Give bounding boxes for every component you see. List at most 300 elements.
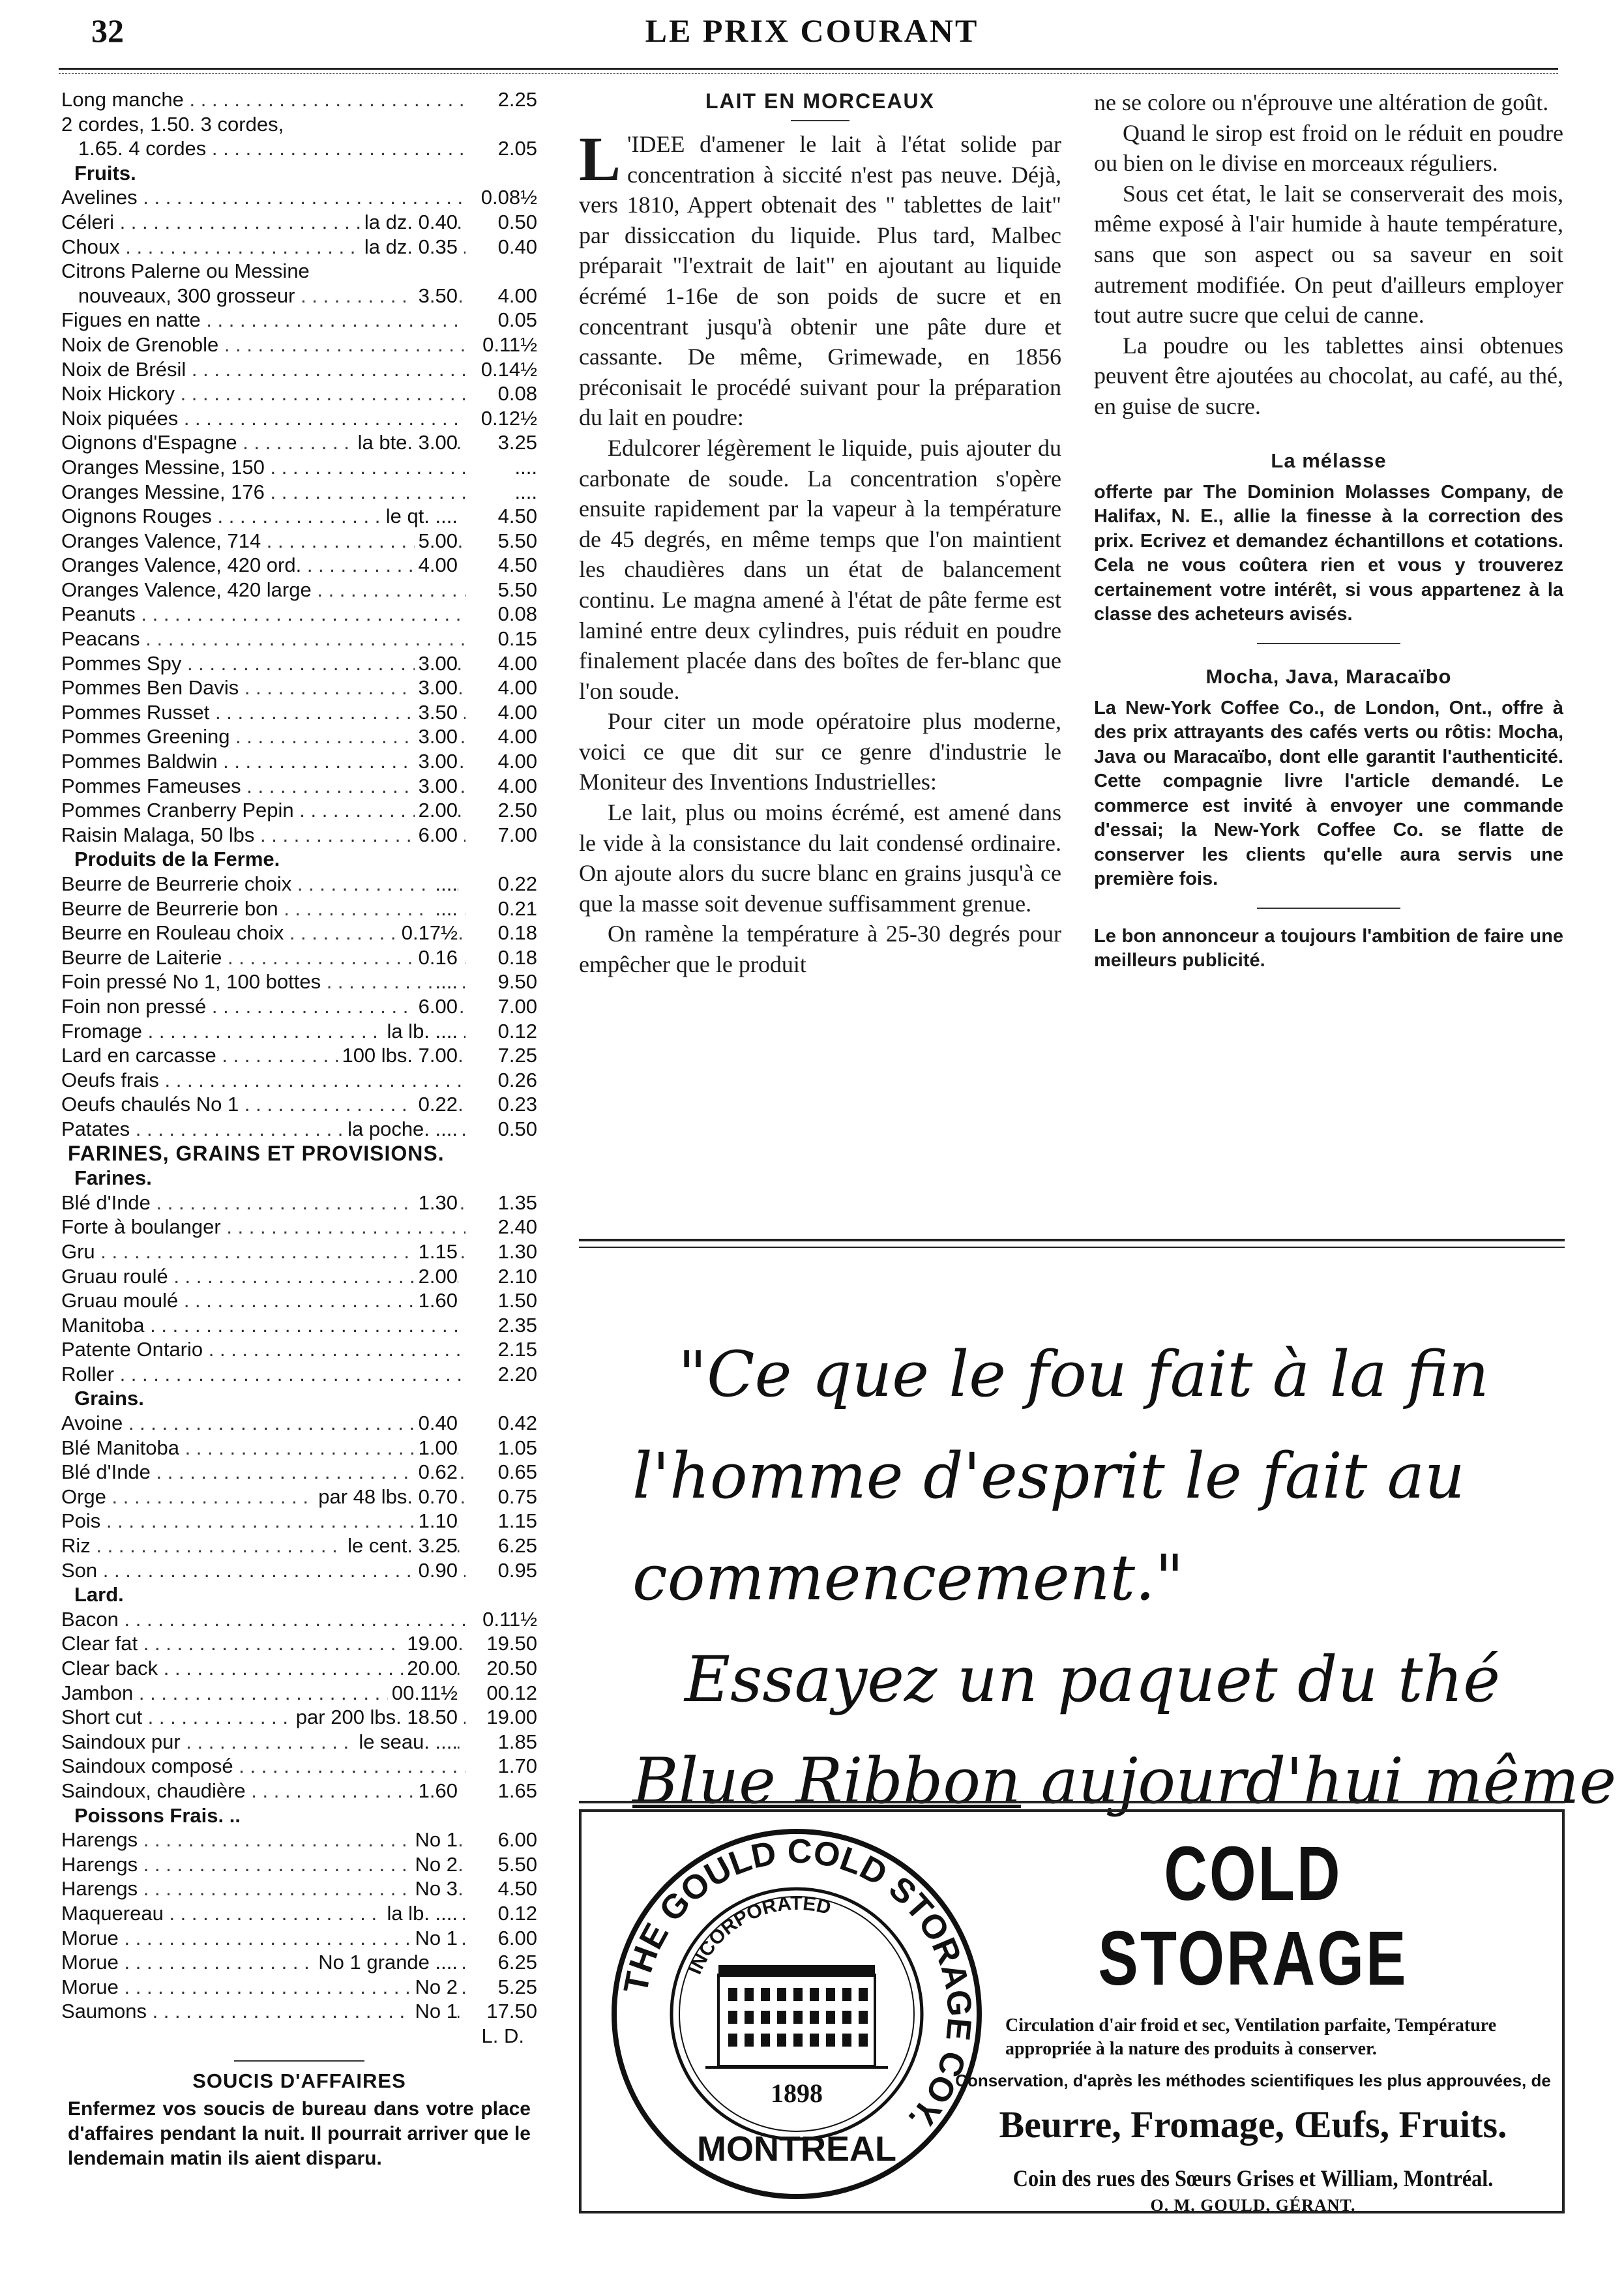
price-low: le seau. ....	[355, 1730, 458, 1754]
price-high: 0.50	[477, 210, 537, 235]
price-high: 4.00	[477, 700, 537, 725]
tea-ad-line-4: Essayez un paquet du thé	[685, 1643, 1501, 1716]
price-high: 2.15	[477, 1337, 537, 1362]
price-item-name: nouveaux, 300 grosseur . . .	[61, 284, 465, 308]
price-row	[61, 112, 537, 137]
price-high: 0.08½	[477, 185, 537, 210]
soucis-body: Enfermez vos soucis de bureau dans votre place d'affaires pendant la nuit. Il pourrait arriver que le lendemain matin ils aient disparu.	[68, 2097, 531, 2169]
price-high: 0.95	[477, 1558, 537, 1583]
price-low	[411, 1876, 458, 1901]
svg-text:THE GOULD COLD STORAGE COY.: THE GOULD COLD STORAGE COY.	[617, 1832, 979, 2138]
price-unit: la lb.	[387, 1019, 430, 1043]
price-item-name: Oranges Messine, 150 . . .	[61, 455, 465, 480]
price-low: 3.00	[415, 651, 458, 676]
price-low	[411, 1926, 458, 1951]
price-low: la lb. ....	[383, 1901, 458, 1926]
price-row	[61, 235, 537, 259]
price-item-name: Pommes Cranberry Pepin . . .	[61, 798, 465, 823]
price-row	[61, 259, 537, 284]
price-high: 6.25	[477, 1950, 537, 1975]
price-low: 19.00	[403, 1631, 458, 1656]
price-high: 0.21	[477, 896, 537, 921]
price-high: 0.40	[477, 235, 537, 259]
price-high: 0.23	[477, 1092, 537, 1117]
price-low: 1.30	[415, 1191, 458, 1215]
price-row	[61, 1362, 537, 1387]
price-item-name: Foin pressé No 1, 100 bottes . . .	[61, 970, 465, 994]
ad-rule	[579, 1247, 1565, 1248]
section-divider	[234, 2060, 364, 2062]
price-row	[61, 774, 537, 799]
price-list	[61, 87, 537, 2024]
price-low: 3.00	[415, 774, 458, 799]
price-item-name: Riz . . .	[61, 1533, 465, 1558]
price-row	[61, 308, 537, 333]
price-item-name: Oranges Valence, 420 ord. . . .	[61, 553, 465, 578]
price-item-name: Gruau moulé . . .	[61, 1288, 465, 1313]
price-low: le qt. ....	[382, 504, 458, 529]
price-high: 2.20	[477, 1362, 537, 1387]
price-row	[61, 480, 537, 505]
price-item-name: Noix de Grenoble . . .	[61, 333, 465, 357]
price-low: 3.00	[415, 749, 458, 774]
price-item-name: Harengs . . .	[61, 1876, 465, 1901]
price-row	[61, 1239, 537, 1264]
price-row	[61, 724, 537, 749]
price-row	[61, 185, 537, 210]
price-item-name: Peanuts . . .	[61, 602, 465, 627]
price-high: 5.50	[477, 1852, 537, 1877]
price-high: 1.35	[477, 1191, 537, 1215]
cold-storage-manager: O. M. GOULD, GÉRANT.	[1150, 2196, 1356, 2215]
price-item-name: Pommes Ben Davis . . .	[61, 675, 465, 700]
price-item-name: Saindoux pur . . .	[61, 1730, 465, 1754]
price-high: 0.18	[477, 945, 537, 970]
price-high: 0.65	[477, 1460, 537, 1485]
price-high: 1.05	[477, 1436, 537, 1460]
price-row	[61, 896, 537, 921]
price-item-name: Saumons . . .	[61, 1999, 465, 2024]
price-high: 0.75	[477, 1485, 537, 1509]
warehouse-illustration	[705, 1965, 888, 2067]
price-low: 4.00	[415, 553, 458, 578]
price-item-name: Pommes Baldwin . . .	[61, 749, 465, 774]
price-list-column	[61, 87, 537, 2171]
page-title: LE PRIX COURANT	[645, 12, 979, 49]
price-low: 00.11½	[388, 1681, 458, 1706]
price-unit: le cent.	[347, 1534, 413, 1558]
price-item-name: Jambon . . .	[61, 1681, 465, 1706]
price-row	[61, 406, 537, 431]
price-unit: la dz.	[364, 235, 413, 258]
price-low: No 1 grande ....	[314, 1950, 458, 1975]
price-high: 1.30	[477, 1239, 537, 1264]
price-item-name: Pommes Fameuses . . .	[61, 774, 465, 799]
annonceur-note: Le bon annonceur a toujours l'ambition de faire une meilleurs publicité.	[1094, 925, 1563, 971]
price-high: 00.12	[477, 1681, 537, 1706]
price-row	[61, 1828, 537, 1852]
price-item-name: Pois . . .	[61, 1509, 465, 1533]
price-row	[61, 87, 537, 112]
price-list-signature: L. D.	[481, 2024, 524, 2047]
price-item-name: Avelines . . .	[61, 185, 465, 210]
price-row	[61, 1043, 537, 1068]
price-low: 1.00	[415, 1436, 458, 1460]
price-section-heading: Poissons Frais. ..	[74, 1803, 241, 1827]
price-unit: No 1	[415, 1828, 458, 1852]
price-low: 3.00	[415, 724, 458, 749]
section-divider	[1257, 908, 1400, 909]
title-rule	[791, 120, 849, 121]
price-item-name: Oranges Messine, 176 . . .	[61, 480, 465, 505]
price-row	[61, 210, 537, 235]
price-item-name: Foin non pressé . . .	[61, 994, 465, 1019]
price-item-name: Noix Hickory . . .	[61, 381, 465, 406]
price-high: 5.25	[477, 1975, 537, 2000]
price-unit: par 200 lbs.	[295, 1706, 402, 1729]
price-high: 19.50	[477, 1631, 537, 1656]
price-unit: la lb.	[387, 1901, 430, 1925]
price-item-name: Manitoba . . .	[61, 1313, 465, 1338]
price-row	[61, 1191, 537, 1215]
price-low	[411, 1975, 458, 2000]
price-unit: le seau.	[359, 1730, 430, 1753]
price-high: 3.25	[477, 430, 537, 455]
price-item-name: Saindoux, chaudière . . .	[61, 1779, 465, 1803]
price-row	[61, 455, 537, 480]
price-high: ....	[477, 455, 537, 480]
price-item-name: Harengs . . .	[61, 1852, 465, 1877]
lait-article	[579, 87, 1061, 980]
price-item-name: Clear fat . . .	[61, 1631, 465, 1656]
price-high: 9.50	[477, 970, 537, 994]
price-high: 2.05	[477, 136, 537, 161]
price-item-name: Beurre de Beurrerie bon . . .	[61, 896, 465, 921]
ad-rule	[579, 1239, 1565, 1241]
price-low: 2.00	[415, 798, 458, 823]
price-high: 2.25	[477, 87, 537, 112]
price-row	[61, 1436, 537, 1460]
price-row	[61, 1656, 537, 1681]
price-row	[61, 602, 537, 627]
price-item-name: Bacon . . .	[61, 1607, 465, 1632]
price-item-name: Blé d'Inde . . .	[61, 1460, 465, 1485]
price-high: 0.12	[477, 1019, 537, 1044]
tea-ad-line-2: l'homme d'esprit le fait au	[632, 1440, 1465, 1513]
price-row	[61, 1533, 537, 1558]
price-row	[61, 578, 537, 602]
price-low: 5.00	[415, 529, 458, 554]
price-item-name: Figues en natte . . .	[61, 308, 465, 333]
price-low: ....	[432, 896, 458, 921]
price-low: 0.62	[415, 1460, 458, 1485]
price-row	[61, 504, 537, 529]
price-row	[61, 529, 537, 554]
price-item-name: Blé Manitoba . . .	[61, 1436, 465, 1460]
price-low: 3.50	[415, 700, 458, 725]
price-row	[61, 1313, 537, 1338]
price-low	[411, 1828, 458, 1852]
price-high: 1.65	[477, 1779, 537, 1803]
price-item-name: Short cut . . .	[61, 1705, 465, 1730]
price-item-name: Choux . . .	[61, 235, 465, 259]
price-high: 0.14½	[477, 357, 537, 382]
cold-storage-products: Beurre, Fromage, Œufs, Fruits.	[999, 2103, 1507, 2146]
header-rule	[59, 68, 1558, 70]
price-high: 0.11½	[477, 1607, 537, 1632]
price-item-name: Fromage . . .	[61, 1019, 465, 1044]
price-high: 5.50	[477, 529, 537, 554]
price-low: 1.15	[415, 1239, 458, 1264]
price-row	[61, 1852, 537, 1877]
price-high: 1.50	[477, 1288, 537, 1313]
price-high: 4.50	[477, 553, 537, 578]
price-high: 0.15	[477, 627, 537, 651]
price-high: 4.00	[477, 749, 537, 774]
cold-storage-description: Circulation d'air froid et sec, Ventilation parfaite, Température appropriée à la nature des produits à conserver.	[1005, 2015, 1497, 2059]
price-row	[61, 970, 537, 994]
price-row	[61, 1558, 537, 1583]
page-header	[59, 12, 1565, 64]
page-number: 32	[91, 12, 124, 49]
price-row	[61, 1019, 537, 1044]
price-item-name: Beurre de Beurrerie choix . . .	[61, 872, 465, 896]
tea-ad-line-1: "Ce que le fou fait à la fin	[678, 1338, 1489, 1411]
right-column	[1094, 87, 1563, 973]
price-unit: No 2	[415, 1852, 458, 1876]
price-high: 4.00	[477, 284, 537, 308]
price-item-name: Oranges Valence, 714 . . .	[61, 529, 465, 554]
price-high: 7.00	[477, 994, 537, 1019]
price-row	[61, 1876, 537, 1901]
price-low: 0.90	[415, 1558, 458, 1583]
lait-paragraph-3: Pour citer un mode opératoire plus moderne, voici ce que dit sur ce genre d'industrie le Moniteur des Inventions Industrielles:	[579, 708, 1061, 795]
price-row	[61, 1730, 537, 1754]
mocha-title: Mocha, Java, Maracaïbo	[1205, 664, 1452, 688]
lait-paragraph-8: Sous cet état, le lait se conserverait des mois, même exposé à l'air humide à haute température, sans que son aspect ou sa saveur en soit autrement modifiée. On peut d'ailleurs employer tout autre sucre que celui de canne.	[1094, 180, 1563, 329]
price-low: par 200 lbs. 18.50	[292, 1705, 458, 1730]
price-high: 7.25	[477, 1043, 537, 1068]
price-item-name: Pommes Russet . . .	[61, 700, 465, 725]
price-item-name: Gru . . .	[61, 1239, 465, 1264]
price-item-name: Clear back . . .	[61, 1656, 465, 1681]
price-row	[61, 1068, 537, 1093]
price-high: 6.25	[477, 1533, 537, 1558]
price-high: ....	[477, 480, 537, 505]
price-item-name: 1.65. 4 cordes . . .	[61, 136, 465, 161]
ad-rule	[579, 1801, 1565, 1803]
price-unit: No 2	[415, 1975, 458, 1998]
price-low	[411, 1852, 458, 1877]
lait-paragraph-5: On ramène la température à 25-30 degrés pour empêcher que le produit	[579, 921, 1061, 978]
price-low: le cent. 3.25	[344, 1533, 458, 1558]
price-row	[61, 1215, 537, 1239]
tea-ad-line-3: commencement."	[632, 1541, 1184, 1614]
tea-ad-line-5: Blue Ribbon aujourd'hui même	[632, 1745, 1617, 1818]
price-item-name: Oeufs chaulés No 1 . . .	[61, 1092, 465, 1117]
price-high: 4.00	[477, 651, 537, 676]
price-item-name: Maquereau . . .	[61, 1901, 465, 1926]
price-low: 0.17½	[398, 921, 458, 945]
price-row	[61, 945, 537, 970]
price-low: ....	[432, 872, 458, 896]
price-row	[61, 381, 537, 406]
price-high: 0.22	[477, 872, 537, 896]
price-row	[61, 823, 537, 848]
price-row	[61, 1264, 537, 1289]
price-high: 2.35	[477, 1313, 537, 1338]
lait-title: LAIT EN MORCEAUX	[705, 89, 935, 113]
price-row	[61, 798, 537, 823]
price-row	[61, 1754, 537, 1779]
price-high: 0.08	[477, 602, 537, 627]
price-high: 4.50	[477, 1876, 537, 1901]
price-row	[61, 1705, 537, 1730]
price-row	[61, 872, 537, 896]
price-unit: 100 lbs.	[342, 1044, 413, 1067]
soucis-title: SOUCIS D'AFFAIRES	[192, 2069, 406, 2092]
price-high: 2.10	[477, 1264, 537, 1289]
price-low: 1.60	[415, 1288, 458, 1313]
price-high: 4.00	[477, 774, 537, 799]
price-low: 1.60	[415, 1779, 458, 1803]
cold-storage-text	[947, 1831, 1559, 2215]
price-row	[61, 1509, 537, 1533]
price-low: la dz. 0.35	[361, 235, 458, 259]
price-item-name: Oignons d'Espagne . . .	[61, 430, 465, 455]
price-row	[61, 1092, 537, 1117]
price-low: 3.50	[415, 284, 458, 308]
price-item-name: Lard en carcasse . . .	[61, 1043, 465, 1068]
price-item-name: Raisin Malaga, 50 lbs . . .	[61, 823, 465, 848]
price-section-heading: Grains.	[74, 1387, 144, 1410]
price-high: 19.00	[477, 1705, 537, 1730]
price-item-name: Citrons Palerne ou Messine	[61, 259, 310, 283]
price-row	[61, 1950, 537, 1975]
price-item-name: Long manche . . .	[61, 87, 465, 112]
price-high: 20.50	[477, 1656, 537, 1681]
price-high: 0.42	[477, 1411, 537, 1436]
price-high: 4.00	[477, 724, 537, 749]
price-low: la dz. 0.40	[361, 210, 458, 235]
price-low: 0.40	[415, 1411, 458, 1436]
price-row	[61, 749, 537, 774]
price-row	[61, 1288, 537, 1313]
price-item-name: Oeufs frais . . .	[61, 1068, 465, 1093]
price-low: 6.00	[415, 994, 458, 1019]
price-item-name: Noix de Brésil . . .	[61, 357, 465, 382]
price-high: 0.12	[477, 1901, 537, 1926]
price-low: 0.16	[415, 945, 458, 970]
price-high: 0.18	[477, 921, 537, 945]
price-item-name: 2 cordes, 1.50. 3 cordes,	[61, 112, 284, 136]
price-unit: la dz.	[364, 210, 413, 233]
cold-storage-heading: COLD STORAGE	[1098, 1831, 1408, 2002]
price-item-name: Patente Ontario . . .	[61, 1337, 465, 1362]
price-item-name: Beurre en Rouleau choix . . .	[61, 921, 465, 945]
price-section-heading: Lard.	[74, 1583, 124, 1606]
price-row	[61, 1901, 537, 1926]
price-row	[61, 1337, 537, 1362]
price-item-name: Orge . . .	[61, 1485, 465, 1509]
lait-paragraph-4: Le lait, plus ou moins écrémé, est amené dans le vide à la consistance du lait condensé ordinaire. On ajoute alors du sucre blanc en grains jusqu'à ce que la masse soit devenue suffisamment grenue.	[579, 799, 1061, 917]
price-high: 1.15	[477, 1509, 537, 1533]
price-low: 20.00	[403, 1656, 458, 1681]
price-high: 2.40	[477, 1215, 537, 1239]
price-high: 0.50	[477, 1117, 537, 1142]
price-row	[61, 627, 537, 651]
price-item-name: Peacans . . .	[61, 627, 465, 651]
price-high: 0.12½	[477, 406, 537, 431]
cold-storage-address: Coin des rues des Sœurs Grises et William, Montréal.	[1012, 2165, 1494, 2191]
lait-paragraph-7: Quand le sirop est froid on le réduit en poudre ou bien on le divise en morceaux réguliers.	[1094, 119, 1563, 177]
price-high: 17.50	[477, 1999, 537, 2024]
price-row	[61, 333, 537, 357]
price-low	[411, 1999, 458, 2024]
price-high: 5.50	[477, 578, 537, 602]
price-item-name: Céleri . . .	[61, 210, 465, 235]
lait-paragraph-6: ne se colore ou n'éprouve une altération de goût.	[1094, 89, 1549, 115]
price-unit: No 1	[415, 2000, 458, 2023]
price-unit: le qt.	[385, 505, 430, 528]
price-item-name: Beurre de Laiterie . . .	[61, 945, 465, 970]
price-section-heading: Farines.	[74, 1166, 152, 1190]
price-item-name: Pommes Greening . . .	[61, 724, 465, 749]
price-low: la lb. ....	[383, 1019, 458, 1044]
price-high: 6.00	[477, 1828, 537, 1852]
price-row	[61, 1411, 537, 1436]
price-item-name: Son . . .	[61, 1558, 465, 1583]
svg-text:1898: 1898	[771, 2079, 823, 2108]
price-row	[61, 994, 537, 1019]
price-row	[61, 651, 537, 676]
price-unit: par 48 lbs.	[318, 1485, 413, 1508]
price-row	[61, 675, 537, 700]
section-divider	[1257, 643, 1400, 644]
price-low: par 48 lbs. 0.70	[314, 1485, 458, 1509]
price-row	[61, 921, 537, 945]
price-low: la bte. 3.00	[354, 430, 458, 455]
cold-storage-conservation: Conservation, d'après les méthodes scientifiques les plus approuvées, de	[955, 2071, 1551, 2090]
price-unit: la bte.	[357, 431, 413, 454]
price-low: 0.22	[415, 1092, 458, 1117]
svg-text:MONTREAL: MONTREAL	[697, 2129, 896, 2169]
price-low: 6.00	[415, 823, 458, 848]
price-low: la poche. ....	[344, 1117, 458, 1142]
price-item-name: Blé d'Inde . . .	[61, 1191, 465, 1215]
price-item-name: Oignons Rouges . . .	[61, 504, 465, 529]
price-unit: No 3	[415, 1877, 458, 1901]
price-high: 6.00	[477, 1926, 537, 1951]
price-row	[61, 357, 537, 382]
price-high: 0.11½	[477, 333, 537, 357]
price-unit: No 1	[415, 1926, 458, 1949]
price-section-heading: Fruits.	[74, 161, 136, 185]
price-high: 4.50	[477, 504, 537, 529]
lait-paragraph-2: Edulcorer légèrement le liquide, puis ajouter du carbonate de soude. La concentration s'opère ensuite rapidement par la vapeur à la température de 45 degrés, en même temps que l'on maintient les chaudières dans un état de balancement continu. Le magna amené à l'état de pâte ferme est laminé entre deux cylindres, puis réduit en poudre finalement placée dans des boîtes de fer-blanc que l'on soude.	[579, 434, 1061, 704]
price-item-name: Forte à boulanger . . .	[61, 1215, 465, 1239]
price-unit: No 1 grande	[318, 1951, 430, 1974]
price-high: 1.70	[477, 1754, 537, 1779]
price-row	[61, 284, 537, 308]
mocha-body: La New-York Coffee Co., de London, Ont., offre à des prix attrayants des cafés verts ou rôtis: Mocha, Java ou Maracaïbo, dont elle garantit l'authenticité. Cette compagnie livre l'article demandé. Le commerce est invité à envoyer une commande d'essai; la New-York Coffee Co. se flatte de conserver les clients qu'elle aura servis une première fois.	[1094, 697, 1563, 890]
price-section-heading: Produits de la Ferme.	[74, 848, 280, 871]
price-row	[61, 1460, 537, 1485]
price-item-name: Avoine . . .	[61, 1411, 465, 1436]
price-item-name: Pommes Spy . . .	[61, 651, 465, 676]
melasse-body: offerte par The Dominion Molasses Company, de Halifax, N. E., allie la finesse à la correction des prix. Ecrivez et demandez échantillons et cotations. Cela ne vous coûtera rien et vous y trouverez certainement votre intérêt, si vous appartenez à la classe des acheteurs avisés.	[1094, 481, 1563, 625]
price-row	[61, 430, 537, 455]
